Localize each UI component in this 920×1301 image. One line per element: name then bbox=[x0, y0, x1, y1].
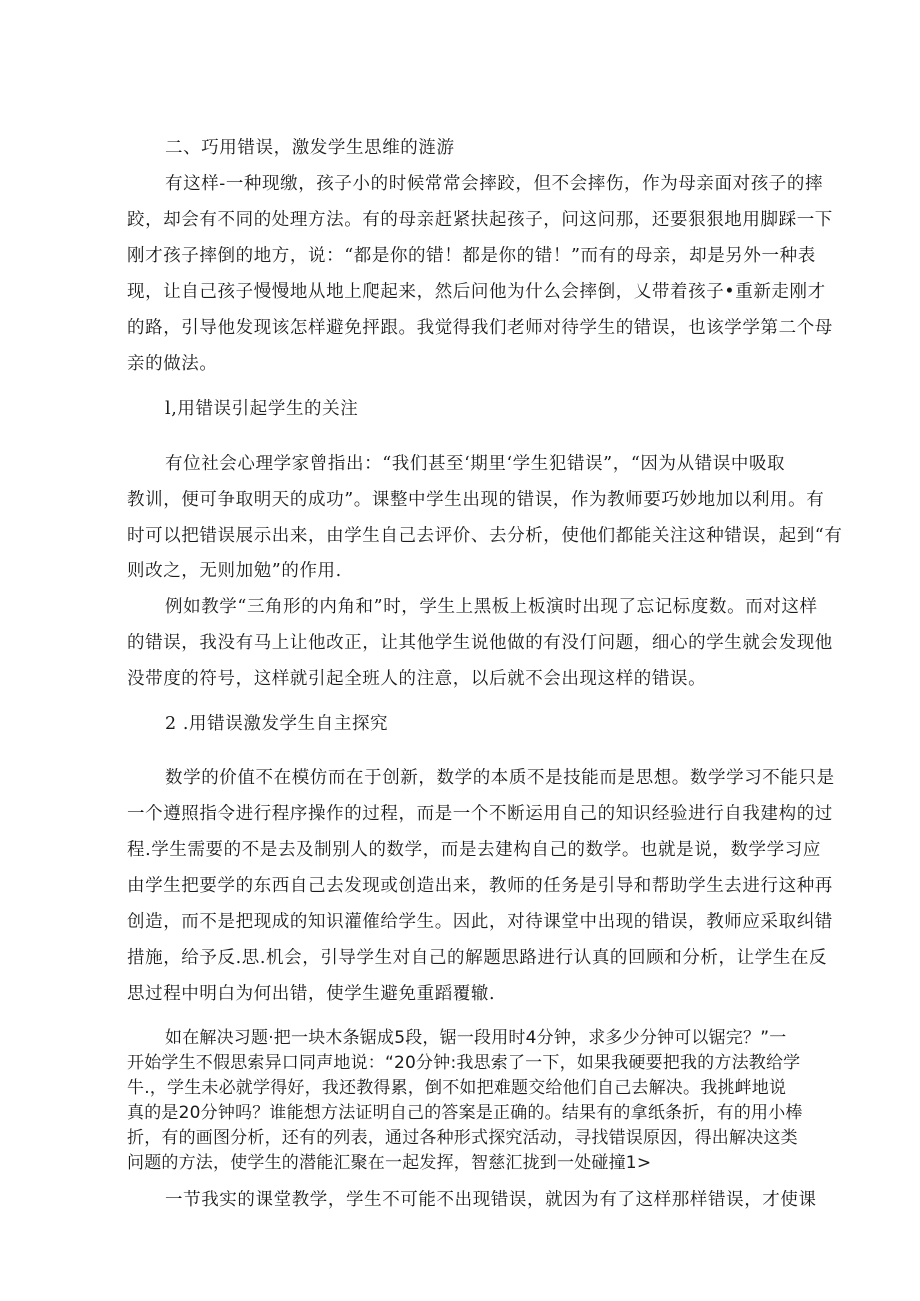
section-heading: 二、巧用错误，激发学生思维的涟游 bbox=[165, 138, 455, 158]
paragraph-line: 刚才孩子摔倒的地方，说：“都是你的错！都是你的错！”而有的母亲，却是另外一种表 bbox=[127, 246, 816, 266]
paragraph-line: 例如教学“三角形的内角和”时，学生上黑板上板演时出现了忘记标度数。而对这样 bbox=[165, 597, 818, 617]
paragraph-line: 教训，便可争取明天的成功”。课整中学生出现的错误，作为教师要巧妙地加以利用。有 bbox=[127, 490, 825, 510]
paragraph-line: 程.学生需要的不是去及制别人的数学，而是去建构自己的数学。也就是说，数学学习应 bbox=[127, 840, 821, 860]
paragraph-line: 问题的方法，使学生的潜能汇聚在一起发挥，智慈汇拢到一处碰撞1> bbox=[127, 1153, 652, 1173]
paragraph-line: 折，有的画图分析，还有的列表，通过各种形式探究活动，寻找错误原因，得出解决这类 bbox=[127, 1128, 798, 1148]
paragraph-line: 时可以把错误展示出来，由学生自己去评价、去分析，使他们都能关注这种错误，起到“有 bbox=[127, 526, 843, 546]
paragraph-line: 开始学生不假思索异口同声地说：“20分钟:我思索了一下，如果我硬要把我的方法教给学 bbox=[127, 1053, 801, 1073]
paragraph-line: 如在解决习题·把一块木条锯成5段，锯一段用时4分钟，求多少分钟可以锯完？”一 bbox=[165, 1028, 787, 1048]
paragraph-line: 一个遵照指令进行程序操作的过程，而是一个不断运用自己的知识经验进行自我建构的过 bbox=[127, 804, 833, 824]
paragraph-line: 没带度的符号，这样就引起全班人的注意，以后就不会出现这样的错误。 bbox=[127, 669, 707, 689]
paragraph-line: 则改之，无则加勉”的作用. bbox=[127, 561, 342, 581]
paragraph-line: 跤，却会有不同的处理方法。有的母亲赶紧扶起孩子，问这问那，还要狠狠地用脚踩一下 bbox=[127, 210, 833, 230]
paragraph-line: 牛.，学生未必就学得好，我还教得累，倒不如把难题交给他们自己去解决。我挑衅地说 bbox=[127, 1078, 787, 1098]
paragraph-line: 一节我实的课堂教学，学生不可能不出现错误，就因为有了这样那样错误，才使课 bbox=[165, 1190, 817, 1210]
paragraph-line: 数学的价值不在模仿而在于创新，数学的本质不是技能而是思想。数学学习不能只是 bbox=[165, 768, 835, 788]
paragraph-line: 真的是20分钟吗？谁能想方法证明自己的答案是正确的。结果有的拿纸条折，有的用小棒 bbox=[127, 1103, 803, 1123]
paragraph-line: 现，让自己孩子慢慢地从地上爬起来，然后问他为什么会摔倒，乂带着孩子•重新走刚才 bbox=[127, 282, 826, 302]
paragraph-line: 创造，而不是把现成的知识灌傕给学生。因此，对待课堂中出现的错误，教师应采取纠错 bbox=[127, 912, 833, 932]
subheading-attention: l,用错误引起学生的关注 bbox=[165, 399, 359, 419]
paragraph-line: 的路，引导他发现该怎样避免抨跟。我觉得我们老师对待学生的错误，也该学学第二个母 bbox=[127, 318, 833, 338]
subheading-exploration: 2 .用错误激发学生自主探究 bbox=[165, 714, 389, 734]
paragraph-line: 思过程中明白为何出错，使学生避免重蹈覆辙. bbox=[127, 984, 496, 1004]
paragraph-line: 亲的做法。 bbox=[127, 354, 218, 374]
paragraph-line: 的错误，我没有马上让他改正，让其他学生说他做的有没仃问题，细心的学生就会发现他 bbox=[127, 633, 833, 653]
paragraph-line: 措施，给予反.思.机会，引导学生对自己的解题思路进行认真的回顾和分析，让学生在反 bbox=[127, 948, 828, 968]
paragraph-line: 有这样-一种现缴，孩子小的时候常常会摔跤，但不会摔伤，作为母亲面对孩子的摔 bbox=[165, 174, 824, 194]
paragraph-line: 由学生把要学的东西自己去发现或创造出来，教师的任务是引导和帮助学生去进行这种再 bbox=[127, 876, 833, 896]
paragraph-line: 有位社会心理学家曾指出：“我们甚至‘期里‘学生犯错误”，“因为从错误中吸取 bbox=[165, 454, 786, 474]
